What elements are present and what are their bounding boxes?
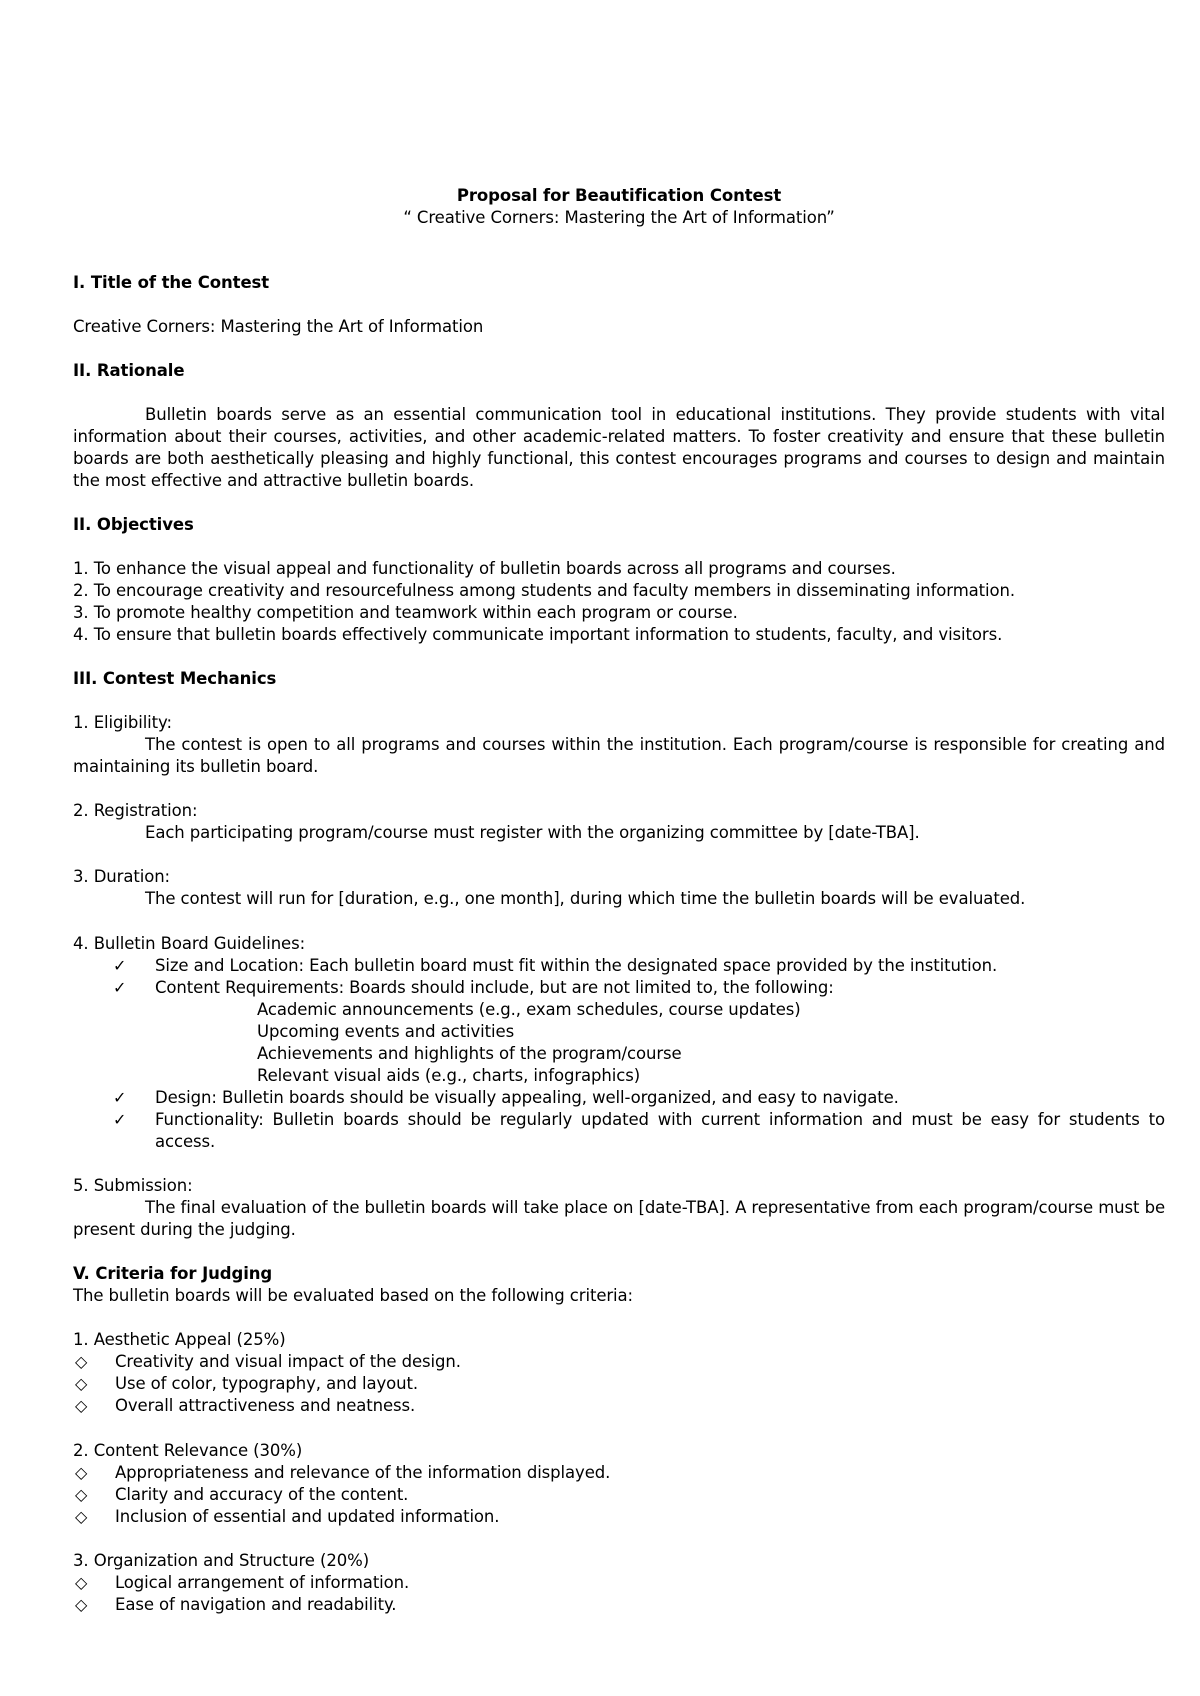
duration-text: The contest will run for [duration, e.g., one month], during which time the bulletin boards will be evaluated. [145,889,1026,908]
section-heading-criteria: V. Criteria for Judging [73,1264,273,1283]
objective-item: 1. To enhance the visual appeal and functionality of bulletin boards across all programs and courses. [73,559,896,578]
diamond-bullet-icon: ◇ [75,1485,88,1504]
checkmark-icon: ✓ [113,956,127,975]
objective-item: 3. To promote healthy competition and teamwork within each program or course. [73,603,738,622]
criteria-bullet: Clarity and accuracy of the content. [115,1485,409,1504]
criteria-bullet: Logical arrangement of information. [115,1573,410,1592]
submission-text: The final evaluation of the bulletin boards will take place on [date-TBA]. A representative from each program/course must be present during the judging. [73,1198,1165,1239]
duration-label: 3. Duration: [73,867,171,886]
objective-item: 4. To ensure that bulletin boards effectively communicate important information to students, faculty, and visitors. [73,625,1003,644]
criteria-intro: The bulletin boards will be evaluated based on the following criteria: [73,1286,634,1305]
checkmark-icon: ✓ [113,978,127,997]
contest-title-text: Creative Corners: Mastering the Art of Information [73,317,484,336]
registration-label: 2. Registration: [73,801,198,820]
diamond-bullet-icon: ◇ [75,1463,88,1482]
guideline-functionality: Functionality: Bulletin boards should be regularly updated with current information and must be easy for students to access. [155,1110,1165,1151]
submission-label: 5. Submission: [73,1176,193,1195]
eligibility-label: 1. Eligibility: [73,713,172,732]
eligibility-paragraph [73,734,1165,778]
guidelines-label: 4. Bulletin Board Guidelines: [73,934,306,953]
objective-item: 2. To encourage creativity and resourcefulness among students and faculty members in disseminating information. [73,581,1016,600]
criteria-aesthetic-label: 1. Aesthetic Appeal (25%) [73,1330,286,1349]
document-subtitle: “ Creative Corners: Mastering the Art of Information” [403,208,835,227]
rationale-text: Bulletin boards serve as an essential communication tool in educational institutions. They provide students with vital information about their courses, activities, and other academic-related matters. To foster creativity and ensure that these bulletin boards are both aesthetically pleasing and highly functional, this contest encourages programs and courses to design and maintain the most effective and attractive bulletin boards. [73,405,1165,490]
content-requirement-item: Relevant visual aids (e.g., charts, infographics) [257,1066,641,1085]
eligibility-text: The contest is open to all programs and courses within the institution. Each program/course is responsible for creating and maintaining its bulletin board. [73,735,1165,776]
section-heading-mechanics: III. Contest Mechanics [73,669,277,688]
diamond-bullet-icon: ◇ [75,1595,88,1614]
guideline-design: Design: Bulletin boards should be visually appealing, well-organized, and easy to navigate. [155,1088,899,1107]
registration-text: Each participating program/course must register with the organizing committee by [date-TBA]. [145,823,920,842]
criteria-bullet: Appropriateness and relevance of the information displayed. [115,1463,611,1482]
criteria-bullet: Use of color, typography, and layout. [115,1374,419,1393]
diamond-bullet-icon: ◇ [75,1352,88,1371]
diamond-bullet-icon: ◇ [75,1374,88,1393]
diamond-bullet-icon: ◇ [75,1573,88,1592]
diamond-bullet-icon: ◇ [75,1507,88,1526]
document-title: Proposal for Beautification Contest [456,186,782,205]
content-requirement-item: Upcoming events and activities [257,1022,515,1041]
rationale-paragraph [73,404,1165,492]
diamond-bullet-icon: ◇ [75,1396,88,1415]
criteria-bullet: Overall attractiveness and neatness. [115,1396,416,1415]
section-heading-title: I. Title of the Contest [73,273,270,292]
guideline-content: Content Requirements: Boards should include, but are not limited to, the following: [155,978,834,997]
submission-paragraph [73,1197,1165,1241]
criteria-bullet: Creativity and visual impact of the design. [115,1352,461,1371]
content-requirement-item: Achievements and highlights of the program/course [257,1044,682,1063]
guideline-size: Size and Location: Each bulletin board must fit within the designated space provided by the institution. [155,956,998,975]
content-requirement-item: Academic announcements (e.g., exam schedules, course updates) [257,1000,801,1019]
criteria-content-label: 2. Content Relevance (30%) [73,1441,303,1460]
document-page [73,0,1165,1696]
criteria-organization-label: 3. Organization and Structure (20%) [73,1551,370,1570]
criteria-bullet: Ease of navigation and readability. [115,1595,397,1614]
section-heading-objectives: II. Objectives [73,515,194,534]
checkmark-icon: ✓ [113,1110,127,1129]
section-heading-rationale: II. Rationale [73,361,185,380]
criteria-bullet: Inclusion of essential and updated information. [115,1507,500,1526]
checkmark-icon: ✓ [113,1088,127,1107]
